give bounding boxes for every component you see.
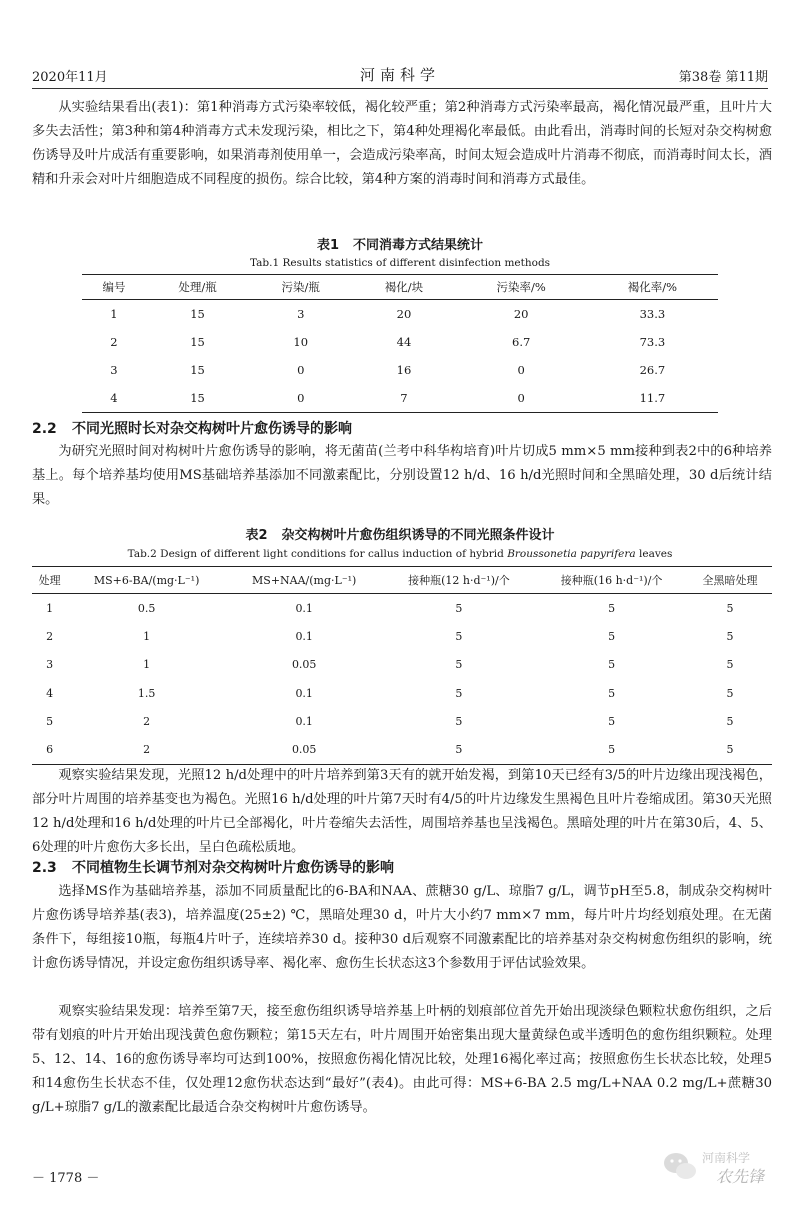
table-cell: 33.3	[639, 307, 666, 321]
table-cell: 7	[352, 384, 455, 413]
table1-number: 表1	[316, 238, 340, 253]
table-cell: 2	[143, 714, 151, 728]
table-cell: 0.1	[295, 714, 313, 728]
table-cell: 10	[293, 335, 309, 349]
table-cell: 1	[110, 307, 118, 321]
table-cell: 5	[608, 686, 616, 700]
table-cell: 3	[110, 363, 118, 377]
table-cell: 0	[517, 363, 525, 377]
table-row	[32, 651, 772, 679]
table-header-cell: MS+6-BA/(mg·L⁻¹)	[67, 567, 226, 594]
table-cell: 11.7	[587, 384, 718, 413]
watermark-subtext: 农先锋	[716, 1167, 765, 1186]
table2-title: 杂交构树叶片愈伤组织诱导的不同光照条件设计	[281, 528, 555, 543]
running-header	[32, 64, 768, 86]
table-cell: 44	[396, 335, 412, 349]
table2-header-row	[32, 567, 772, 594]
table-cell: 5	[608, 629, 616, 643]
table-header-cell: 接种瓶(16 h·d⁻¹)/个	[535, 567, 688, 594]
table-cell: 5	[46, 714, 54, 728]
table1-caption	[0, 234, 800, 253]
table-cell: 5	[726, 686, 734, 700]
table-cell: 6	[32, 735, 67, 764]
section-title: 不同植物生长调节剂对杂交构树叶片愈伤诱导的影响	[72, 860, 394, 876]
table-cell: 15	[190, 307, 205, 321]
section-2-3-paragraph-2: 观察实验结果发现：培养至第7天，接至愈伤组织诱导培养基上叶柄的划痕部位首先开始出现淡绿色颗粒状愈伤组织，之后带有划痕的叶片开始出现浅黄色愈伤颗粒；第15天左右，叶片周围开始密集出现大量黄绿色或半透明色的愈伤组织颗粒。处理5、12、14、16的愈伤诱导率均可达到100%，按照愈伤褐化情况比较，处理16褐化率过高；按照愈伤生长状态比较，处理5和14愈伤生长状态不佳，仅处理12愈伤状态达到“最好”(表4)。由此可得：MS+6-BA 2.5 mg/L+NAA 0.2 mg/L+蔗糖30 g/L+琼脂7 g/L的激素配比最适合杂交构树叶片愈伤诱导。	[32, 1004, 772, 1115]
intro-paragraph: 从实验结果看出(表1)：第1种消毒方式污染率较低，褐化较严重；第2种消毒方式污染率最高，褐化情况最严重，且叶片大多失去活性；第3种和第4种消毒方式未发现污染，相比之下，第4种处理褐化率最低。由此看出，消毒时间的长短对杂交构树愈伤诱导及叶片成活有重要影响，如果消毒剂使用单一，会造成污染率高，时间太短会造成叶片消毒不彻底，而消毒时间太长，酒精和升汞会对叶片细胞造成不同程度的损伤。综合比较，第4种方案的消毒时间和消毒方式最佳。	[32, 100, 772, 187]
table-cell: 5	[455, 601, 463, 615]
table-cell: 5	[383, 735, 536, 764]
table-header-cell: 污染率/%	[456, 275, 587, 300]
table1-title-en: Tab.1 Results statistics of different disinfection methods	[249, 257, 551, 269]
table-cell: 0.1	[295, 601, 313, 615]
watermark-text: 河南科学	[702, 1151, 751, 1165]
table2-number: 表2	[245, 528, 268, 543]
table1-title: 不同消毒方式结果统计	[353, 238, 484, 253]
table2-title-en-species: Broussonetia papyrifera	[507, 548, 636, 560]
table-cell: 2	[67, 735, 226, 764]
table-cell: 3	[46, 658, 54, 672]
table-header-cell: 全黑暗处理	[688, 567, 772, 594]
table-header-cell: 污染/瓶	[249, 275, 352, 300]
header-rule	[32, 88, 768, 89]
table-cell: 0.05	[226, 735, 383, 764]
table2	[32, 566, 772, 765]
table-row	[82, 356, 718, 384]
table-cell: 5	[688, 735, 772, 764]
table2-title-en	[0, 548, 800, 560]
section-number: 2.2	[32, 421, 57, 437]
header-date: 2020年11月	[32, 70, 108, 85]
table-cell: 5	[455, 714, 463, 728]
table-header-cell: 处理	[32, 567, 67, 594]
table-cell: 5	[455, 629, 463, 643]
table-cell: 20	[513, 307, 529, 321]
table-cell: 3	[297, 307, 305, 321]
section-2-2-heading	[32, 418, 352, 438]
table-cell: 5	[726, 658, 734, 672]
table-cell: 0	[456, 384, 587, 413]
table-cell: 5	[455, 686, 463, 700]
table-cell: 1.5	[137, 686, 156, 700]
table-header-cell: 褐化/块	[352, 275, 455, 300]
table-cell: 0	[249, 384, 352, 413]
table1	[82, 274, 718, 413]
table-cell: 15	[190, 335, 205, 349]
table-row	[82, 300, 718, 329]
table-row	[82, 384, 718, 413]
table-cell: 5	[726, 714, 734, 728]
table-cell: 4	[46, 686, 54, 700]
table-row	[32, 679, 772, 707]
table-row	[32, 707, 772, 735]
table-cell: 5	[726, 629, 734, 643]
table-cell: 5	[535, 735, 688, 764]
section-2-3-paragraph-1: 选择MS作为基础培养基，添加不同质量配比的6-BA和NAA、蔗糖30 g/L、琼脂7 g/L，调节pH至5.8，制成杂交构树叶片愈伤诱导培养基(表3)，培养温度(25±2) ℃，黑暗处理30 d，叶片大小约7 mm×7 mm，每片叶片均经划痕处理。在无菌条件下，每组接10瓶，每瓶4片叶子，连续培养30 d。接种30 d后观察不同激素配比的培养基对杂交构树愈伤组织的影响，统计愈伤诱导情况，并设定愈伤组织诱导率、褐化率、愈伤生长状态这3个参数用于评估试验效果。	[32, 884, 772, 971]
table-cell: 15	[190, 363, 205, 377]
table-cell: 5	[608, 601, 616, 615]
table-cell: 0.1	[295, 629, 313, 643]
table-header-cell: 接种瓶(12 h·d⁻¹)/个	[383, 567, 536, 594]
table-row	[32, 594, 772, 623]
table-row	[32, 735, 772, 764]
table1-header-row	[82, 275, 718, 300]
table-cell: 73.3	[639, 335, 666, 349]
table-cell: 1	[143, 658, 151, 672]
table-cell: 2	[46, 629, 54, 643]
table-header-cell: 编号	[82, 275, 146, 300]
table-cell: 5	[455, 658, 463, 672]
table-cell: 15	[146, 384, 249, 413]
wechat-logo-icon	[660, 1146, 700, 1186]
table-cell: 0	[297, 363, 305, 377]
table-cell: 20	[396, 307, 412, 321]
section-2-2-paragraph: 为研究光照时间对构树叶片愈伤诱导的影响，将无菌苗(兰考中科华构培育)叶片切成5 mm×5 mm接种到表2中的6种培养基上。每个培养基均使用MS基础培养基添加不同激素配比，分别设置12 h/d、16 h/d光照时间和全黑暗处理，30 d后统计结果。	[32, 444, 772, 507]
table-cell: 5	[608, 714, 616, 728]
table-cell: 5	[608, 658, 616, 672]
table-row	[32, 622, 772, 650]
table-cell: 0.1	[295, 686, 313, 700]
section-title: 不同光照时长对杂交构树叶片愈伤诱导的影响	[72, 421, 352, 437]
section-number: 2.3	[32, 860, 57, 876]
table-cell: 4	[82, 384, 146, 413]
table-cell: 1	[46, 601, 54, 615]
table-cell: 0.5	[137, 601, 156, 615]
table-header-cell: MS+NAA/(mg·L⁻¹)	[226, 567, 383, 594]
observation-paragraph: 观察实验结果发现，光照12 h/d处理中的叶片培养到第3天有的就开始发褐，到第10天已经有3/5的叶片边缘出现浅褐色，部分叶片周围的培养基变也为褐色。光照16 h/d处理的叶片第7天时有4/5的叶片边缘发生黑褐色且叶片卷缩成团。第30天光照12 h/d处理和16 h/d处理的叶片已全部褐化，叶片卷缩失去活性，周围培养基也呈浅褐色。黑暗处理的叶片在第30后，4、5、6处理的叶片愈伤大多长出，呈白色疏松质地。	[32, 768, 772, 855]
table-cell: 5	[726, 601, 734, 615]
table-cell: 6.7	[512, 335, 531, 349]
table2-title-en-prefix: Tab.2 Design of different light conditions for callus induction of hybrid	[127, 548, 508, 560]
header-journal-name: 河南科学	[359, 66, 440, 84]
table-header-cell: 处理/瓶	[146, 275, 249, 300]
header-volume: 第38卷 第11期	[678, 70, 768, 85]
table2-title-en-suffix: leaves	[635, 548, 673, 560]
section-2-3-heading	[32, 857, 394, 877]
table2-caption	[0, 524, 800, 543]
table-cell: 1	[143, 629, 151, 643]
table-cell: 16	[396, 363, 412, 377]
table-row	[82, 328, 718, 356]
page-number: － 1778 －	[32, 1171, 100, 1186]
table-cell: 26.7	[639, 363, 666, 377]
table-cell: 2	[110, 335, 118, 349]
table-cell: 0.05	[291, 658, 317, 672]
watermark	[660, 1146, 794, 1190]
table-header-cell: 褐化率/%	[587, 275, 718, 300]
